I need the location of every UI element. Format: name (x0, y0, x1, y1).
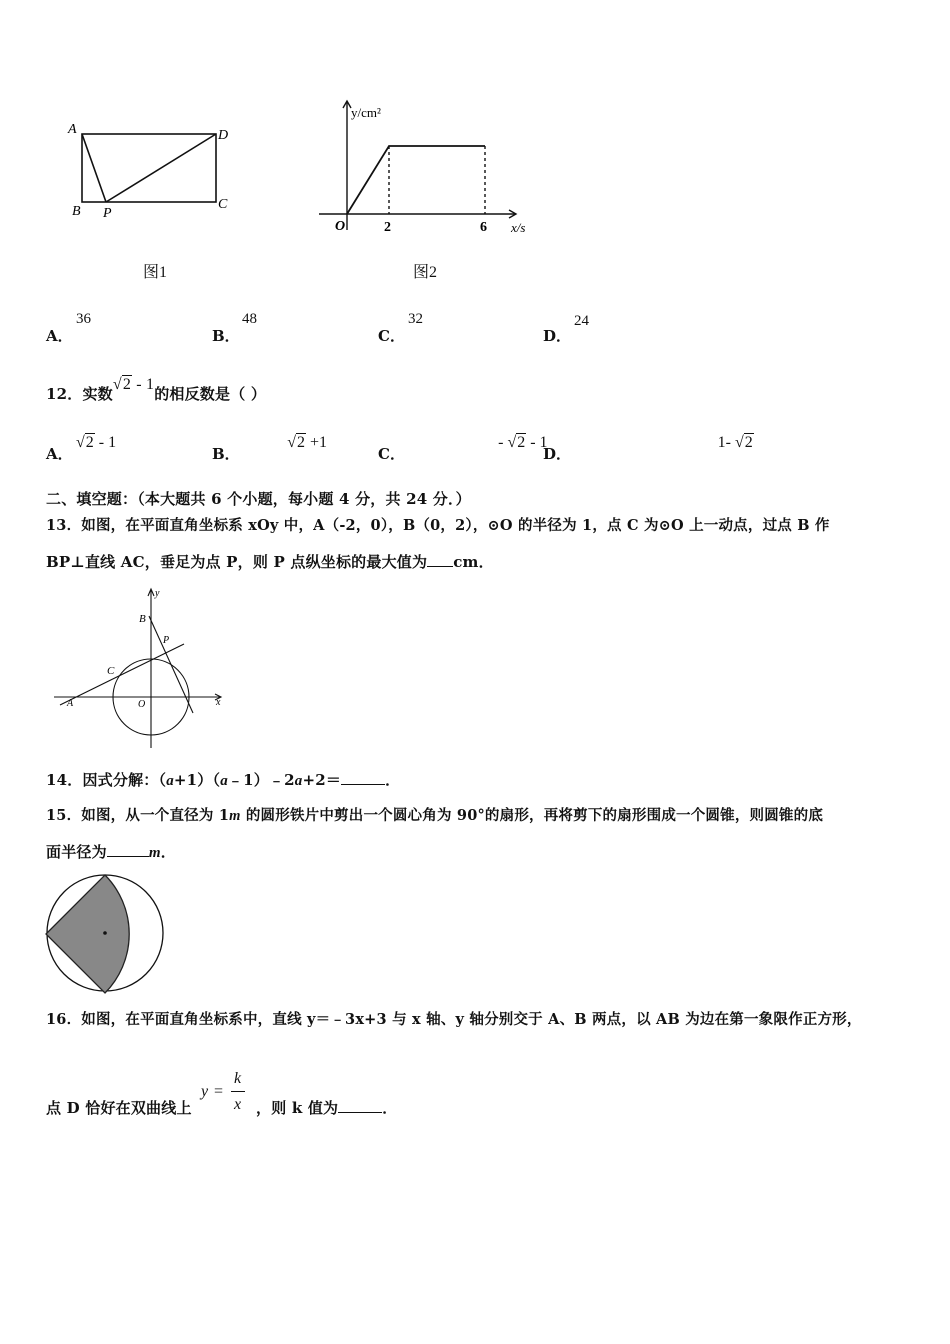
segment-pd (106, 134, 216, 202)
figure-q15-sector (42, 870, 170, 996)
segment-ap (82, 134, 106, 202)
q16-formula-y: y (201, 1083, 209, 1100)
origin-label: O (335, 219, 346, 234)
q16-answer-blank (338, 1098, 382, 1113)
figure-q13-coordinate (52, 586, 232, 751)
q12-expression: √2 - 1 (112, 376, 155, 393)
figure-1-rectangle (60, 118, 240, 228)
q13-line-1: 13．如图，在平面直角坐标系 xOy 中，A（-2，0），B（0，2），⊙O 的半径为 1，点 C 为⊙O 上一动点，过点 B 作 (46, 517, 830, 534)
label-a: A (68, 122, 77, 137)
y-axis-label: y/cm² (351, 105, 381, 120)
q15-sector (46, 875, 129, 993)
figure-2-caption: 图2 (413, 264, 438, 281)
q11-option-c-value: 32 (408, 311, 423, 327)
q12-option-d-value: 1- √2 (717, 434, 753, 451)
q16-formula-eq: = (214, 1083, 224, 1100)
q16-formula-k: k (234, 1070, 242, 1087)
q13-label-p: P (163, 635, 170, 646)
q13-answer-blank (427, 552, 453, 567)
q11-option-a-value: 36 (76, 311, 91, 327)
q15-center-point (103, 931, 107, 935)
q16-fraction-bar (231, 1091, 245, 1092)
q13-label-b: B (139, 613, 146, 625)
q14-answer-blank (341, 770, 385, 785)
q13-label-o: O (138, 699, 146, 710)
label-d: D (218, 128, 229, 143)
q11-option-a-letter: A． (46, 327, 73, 345)
q12-option-c-value: - √2 - 1 (498, 434, 548, 451)
label-p: P (103, 206, 112, 221)
q15-answer-blank (107, 842, 149, 857)
q12-stem (46, 376, 267, 404)
x-axis-label: x/s (511, 220, 526, 235)
section-2-heading: 二、填空题：（本大题共 6 个小题，每小题 4 分，共 24 分．） (46, 490, 471, 508)
q12-option-b-letter: B． (212, 445, 240, 463)
q16-line-2: 点 D 恰好在双曲线上 (46, 1099, 192, 1117)
q12-option-d-letter: D． (543, 445, 572, 463)
q12-prefix: 12．实数 (46, 385, 113, 403)
q11-option-b-letter: B． (212, 327, 240, 345)
figure-1-caption: 图1 (143, 264, 168, 281)
q15-line-2: 面半径为 m． (46, 843, 176, 861)
q13-label-x: x (216, 697, 221, 708)
q11-option-d-value: 24 (574, 313, 589, 329)
tick-2: 2 (384, 220, 391, 235)
q12-option-a-value: √2 - 1 (76, 434, 117, 451)
q11-option-c-letter: C． (378, 327, 405, 345)
q16-formula (201, 1070, 251, 1120)
q15-line-1: 15．如图，从一个直径为 1m 的圆形铁片中剪出一个圆心角为 90°的扇形，再将剪下的扇形围成一个圆锥，则圆锥的底 (46, 807, 824, 824)
q13-line-2: BP⊥直线 AC，垂足为点 P，则 P 点纵坐标的最大值为 cm． (46, 553, 494, 571)
graph-line (347, 146, 485, 214)
q11-option-b-value: 48 (242, 311, 257, 327)
q16-line-1: 16．如图，在平面直角坐标系中，直线 y＝﹣3x+3 与 x 轴、y 轴分别交于 A、B 两点，以 AB 为边在第一象限作正方形， (46, 1011, 862, 1028)
q12-option-b-value: √2 +1 (287, 434, 328, 451)
label-c: C (218, 197, 228, 212)
tick-6: 6 (480, 220, 487, 235)
q11-option-d-letter: D． (543, 327, 572, 345)
q12-option-a-letter: A． (46, 445, 73, 463)
q13-label-a: A (67, 698, 74, 709)
q13-label-c: C (107, 665, 115, 677)
label-b: B (72, 204, 81, 219)
q12-option-c-letter: C． (378, 445, 405, 463)
q12-suffix: 的相反数是（ ） (154, 385, 267, 403)
q13-line-bp (149, 616, 193, 713)
q16-formula-x: x (234, 1096, 242, 1113)
q16-line-2-tail: ，则 k 值为 ． (256, 1099, 398, 1117)
q14-question: 14．因式分解：（a+1）（a﹣1）﹣2a+2＝ ． (46, 771, 401, 789)
figure-2-graph (315, 98, 540, 238)
q13-label-y: y (155, 588, 160, 599)
